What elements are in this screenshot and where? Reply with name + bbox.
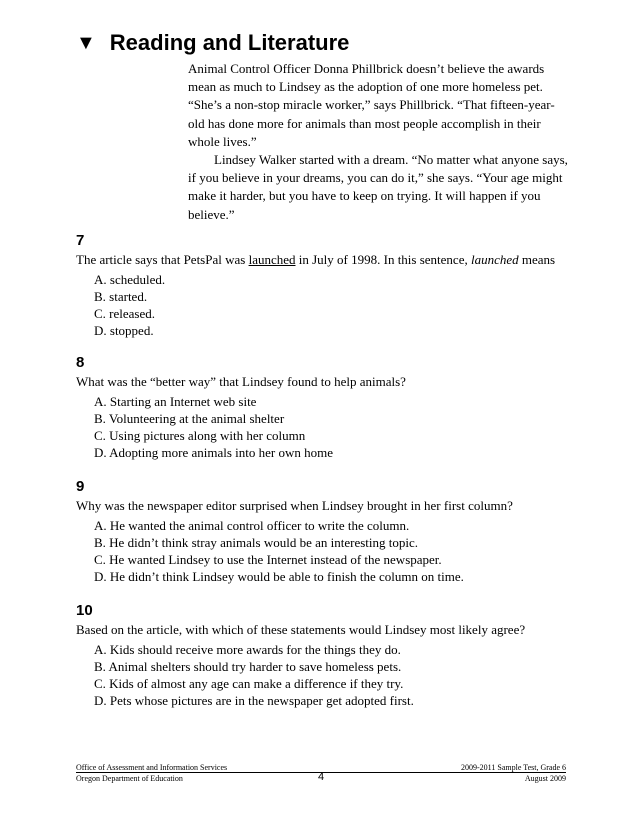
answer-options bbox=[94, 393, 596, 461]
footer-date: August 2009 bbox=[524, 774, 566, 783]
footer-office: Office of Assessment and Information Services bbox=[76, 763, 228, 772]
question-text: Based on the article, with which of these statements would Lindsey most likely agree? bbox=[76, 622, 526, 637]
answer-options bbox=[94, 641, 596, 709]
answer-option[interactable]: C. released. bbox=[94, 306, 156, 321]
answer-option[interactable]: D. Adopting more animals into her own home bbox=[94, 445, 334, 460]
footer-test-name: 2009-2011 Sample Test, Grade 6 bbox=[461, 763, 566, 772]
answer-options bbox=[94, 271, 596, 339]
footer-department: Oregon Department of Education bbox=[76, 774, 183, 783]
page-number: 4 bbox=[317, 771, 325, 783]
question-text: What was the “better way” that Lindsey found to help animals? bbox=[76, 374, 406, 389]
answer-option[interactable]: B. Animal shelters should try harder to save homeless pets. bbox=[94, 659, 402, 674]
answer-option[interactable]: B. He didn’t think stray animals would be an interesting topic. bbox=[94, 535, 418, 550]
answer-option[interactable]: B. started. bbox=[94, 289, 148, 304]
question-text-part: in July of 1998. In this sentence, bbox=[295, 252, 471, 267]
italic-word: launched bbox=[470, 252, 519, 267]
question-text bbox=[76, 251, 596, 269]
answer-option[interactable]: A. scheduled. bbox=[94, 272, 166, 287]
passage-paragraph-2: Lindsey Walker started with a dream. “No matter what anyone says, if you believe in your dreams, you can do it,” she says. “Your age might make it harder, but you have to keep on trying. It will happen if you believe.” bbox=[188, 152, 568, 222]
question-7 bbox=[76, 232, 596, 339]
question-number: 8 bbox=[76, 354, 85, 371]
footer-right bbox=[461, 762, 566, 784]
answer-option[interactable]: D. He didn’t think Lindsey would be able to finish the column on time. bbox=[94, 569, 464, 584]
answer-option[interactable]: D. Pets whose pictures are in the newspaper get adopted first. bbox=[94, 693, 414, 708]
answer-option[interactable]: C. He wanted Lindsey to use the Internet instead of the newspaper. bbox=[94, 552, 442, 567]
answer-option[interactable]: A. Kids should receive more awards for the things they do. bbox=[94, 642, 401, 657]
answer-option[interactable]: A. He wanted the animal control officer to write the column. bbox=[94, 518, 410, 533]
question-9 bbox=[76, 478, 596, 585]
question-text: Why was the newspaper editor surprised when Lindsey brought in her first column? bbox=[76, 498, 513, 513]
question-number: 7 bbox=[76, 232, 85, 249]
triangle-down-icon: ▼ bbox=[76, 31, 96, 54]
section-title: Reading and Literature bbox=[109, 30, 350, 55]
passage-paragraph-1: Animal Control Officer Donna Phillbrick doesn’t believe the awards mean as much to Lindsey as the adoption of one more homeless pet. “She’s a non-stop miracle worker,” says Phillbrick. “That fifteen-year-old has done more for animals than most people accomplish in their whole lives.” bbox=[188, 61, 555, 149]
question-text-part: The article says that PetsPal was bbox=[76, 252, 249, 267]
question-number: 9 bbox=[76, 478, 85, 495]
answer-option[interactable]: B. Volunteering at the animal shelter bbox=[94, 411, 285, 426]
answer-option[interactable]: A. Starting an Internet web site bbox=[94, 394, 257, 409]
answer-options bbox=[94, 517, 596, 585]
section-header bbox=[76, 30, 349, 56]
question-10 bbox=[76, 602, 596, 709]
question-number: 10 bbox=[76, 602, 93, 619]
answer-option[interactable]: C. Kids of almost any age can make a difference if they try. bbox=[94, 676, 404, 691]
answer-option[interactable]: D. stopped. bbox=[94, 323, 154, 338]
underlined-word: launched bbox=[248, 252, 296, 267]
question-8 bbox=[76, 354, 596, 461]
question-text-part: means bbox=[518, 252, 556, 267]
passage bbox=[188, 60, 568, 224]
answer-option[interactable]: C. Using pictures along with her column bbox=[94, 428, 306, 443]
